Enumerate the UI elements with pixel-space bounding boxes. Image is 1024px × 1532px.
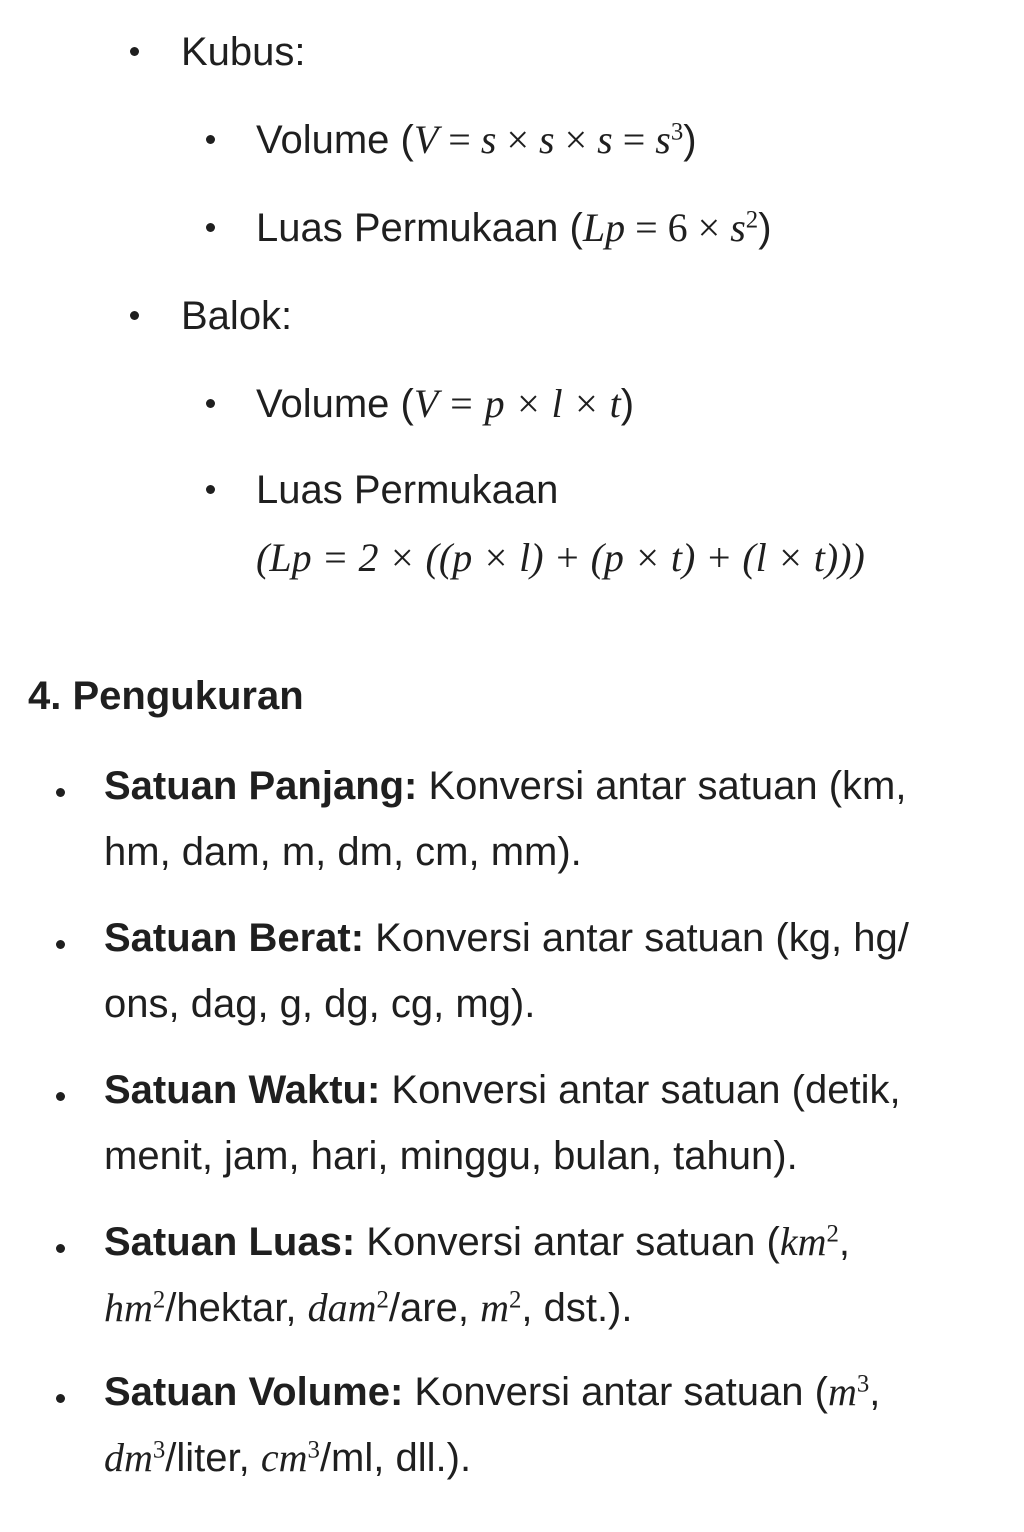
item-line2: ons, dag, g, dg, cg, mg). [104, 982, 536, 1026]
item-title: Satuan Volume: [104, 1370, 404, 1414]
item-title: Satuan Waktu: [104, 1068, 381, 1112]
item-title: Satuan Luas: [104, 1220, 356, 1264]
balok-volume-text: Volume (V = p × l × t) [256, 381, 635, 426]
bullet-icon [56, 1092, 65, 1101]
bullet-icon [206, 223, 215, 232]
balok-label: Balok: [181, 294, 293, 338]
bullet-icon [56, 1394, 65, 1403]
bullet-icon [206, 399, 215, 408]
item-title: Satuan Panjang: [104, 764, 418, 808]
bullet-icon [56, 940, 65, 949]
kubus-label: Kubus: [181, 30, 306, 74]
kubus-lp-text: Luas Permukaan $(Lp = 6 \times s^2)$ [256, 205, 772, 250]
section-heading: 4. Pengukuran [28, 674, 304, 718]
bullet-icon [130, 47, 139, 56]
item-line2: $dm^3$/liter, $cm^3/ml$, dll.). [104, 1435, 472, 1480]
kubus-volume-text: Volume $(V = s \times s \times s = s^3)$ [256, 117, 697, 162]
balok-lp-text: Luas Permukaan [256, 468, 559, 512]
bullet-icon [206, 135, 215, 144]
bullet-icon [56, 788, 65, 797]
bullet-icon [206, 485, 215, 494]
balok-lp-formula: (Lp = 2 × ((p × l) + (p × t) + (l × t))) [256, 535, 865, 580]
item-line2: hm, dam, m, dm, cm, mm). [104, 830, 582, 874]
bullet-icon [130, 311, 139, 320]
bullet-icon [56, 1244, 65, 1253]
item-line2: $hm^2$/hektar, dam$^2$/are, $m^2$, dst.). [104, 1285, 633, 1330]
item-title: Satuan Berat: [104, 916, 365, 960]
item-line2: menit, jam, hari, minggu, bulan, tahun). [104, 1134, 798, 1178]
